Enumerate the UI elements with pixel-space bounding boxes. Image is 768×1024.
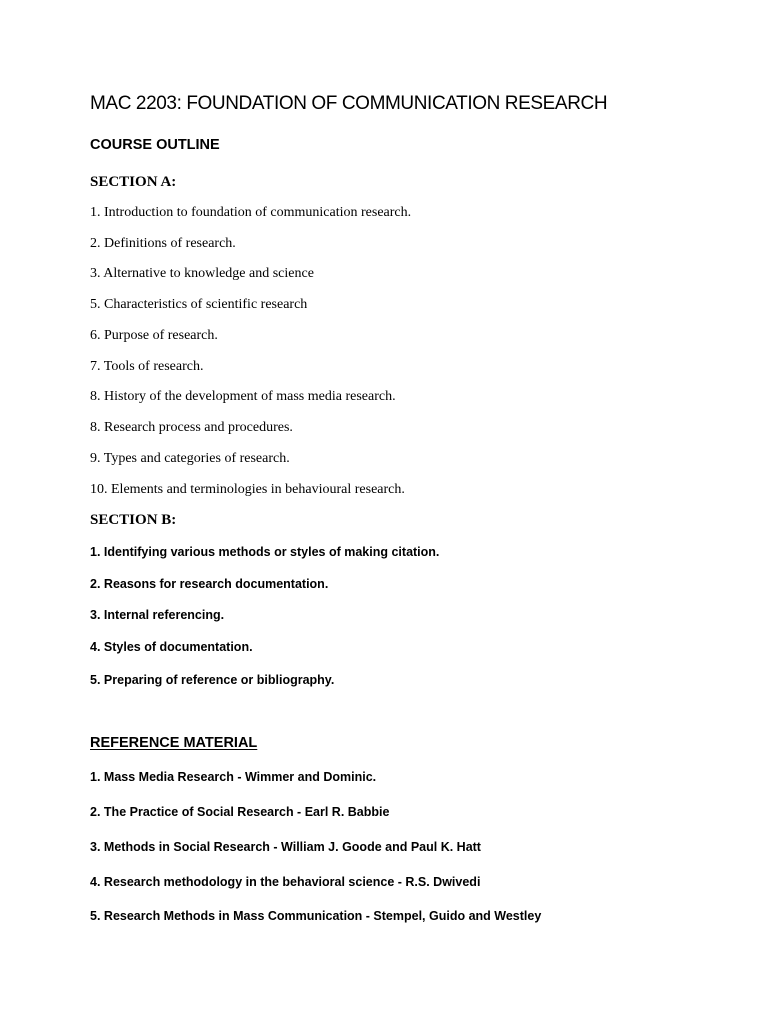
- item-text: Research methodology in the behavioral science - R.S. Dwivedi: [103, 875, 481, 889]
- item-text: The Practice of Social Research - Earl R. Babbie: [103, 805, 390, 819]
- section-a-item: 1. Introduction to foundation of communication research.: [90, 205, 412, 220]
- section-a-item: 7. Tools of research.: [90, 359, 204, 374]
- reference-item: [90, 770, 376, 784]
- document-title: MAC 2203: FOUNDATION OF COMMUNICATION RESEARCH: [90, 93, 608, 114]
- section-b-item: [90, 608, 224, 622]
- section-a-item: 3. Alternative to knowledge and science: [90, 266, 314, 281]
- reference-material-heading: REFERENCE MATERIAL: [90, 735, 258, 751]
- item-number: 5.: [90, 909, 101, 923]
- item-number: 2.: [90, 577, 101, 591]
- item-text: Methods in Social Research - William J. Goode and Paul K. Hatt: [103, 840, 481, 854]
- item-number: 4.: [90, 875, 101, 889]
- item-number: 2.: [90, 805, 101, 819]
- reference-item: [90, 805, 389, 819]
- item-text: Internal referencing.: [103, 608, 225, 622]
- section-b-item: [90, 640, 253, 654]
- item-number: 3.: [90, 840, 101, 854]
- item-number: 5.: [90, 673, 101, 687]
- section-b-item: [90, 577, 328, 591]
- item-number: 1.: [90, 770, 101, 784]
- item-text: Preparing of reference or bibliography.: [103, 673, 335, 687]
- section-b-heading: SECTION B:: [90, 512, 177, 528]
- reference-item: [90, 909, 541, 923]
- section-a-item: 5. Characteristics of scientific research: [90, 297, 308, 312]
- item-number: 1.: [90, 545, 101, 559]
- section-b-item: [90, 673, 334, 687]
- section-a-item: 9. Types and categories of research.: [90, 451, 290, 466]
- section-a-item: 8. History of the development of mass media research.: [90, 389, 396, 404]
- item-text: Identifying various methods or styles of making citation.: [103, 545, 440, 559]
- course-outline-heading: COURSE OUTLINE: [90, 137, 220, 153]
- item-text: Mass Media Research - Wimmer and Dominic.: [103, 770, 377, 784]
- section-a-heading: SECTION A:: [90, 174, 177, 190]
- item-number: 4.: [90, 640, 101, 654]
- section-b-item: [90, 545, 439, 559]
- reference-item: [90, 875, 480, 889]
- item-text: Research Methods in Mass Communication - Stempel, Guido and Westley: [103, 909, 542, 923]
- section-a-item: 2. Definitions of research.: [90, 236, 236, 251]
- item-number: 3.: [90, 608, 101, 622]
- item-text: Styles of documentation.: [103, 640, 253, 654]
- item-text: Reasons for research documentation.: [103, 577, 329, 591]
- section-a-item: 8. Research process and procedures.: [90, 420, 293, 435]
- reference-item: [90, 840, 481, 854]
- section-a-item: 6. Purpose of research.: [90, 328, 218, 343]
- section-a-item: 10. Elements and terminologies in behavioural research.: [90, 482, 405, 497]
